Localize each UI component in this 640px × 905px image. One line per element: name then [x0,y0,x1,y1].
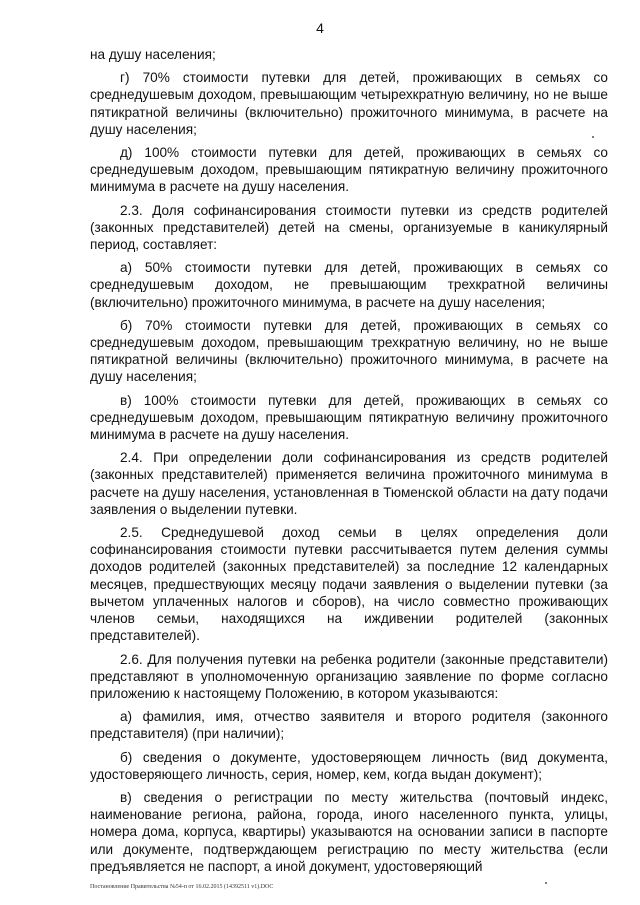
paragraph-2-3: 2.3. Доля софинансирования стоимости путевки из средств родителей (законных представителей) детей на смены, организуемые в каникулярный период, составляет: [90,202,608,253]
paragraph-item-a: а) 50% стоимости путевки для детей, проживающих в семьях со среднедушевым доходом, не превышающим трехкратной величины (включительно) прожиточного минимума, в расчете на душу населения; [90,260,608,310]
scan-speck [592,136,594,138]
paragraph-2-6-item-v: в) сведения о регистрации по месту жительства (почтовый индекс, наименование региона, района, города, иного населенного пункта, улицы, номера дома, корпуса, квартиры) указываются на основании записи в паспорте или документе, подтверждающем регистрацию по месту жительства (если предъявляется не паспорт, а иной документ, удостоверяющий [90,789,608,874]
paragraph-2-6-item-b: б) сведения о документе, удостоверяющем личность (вид документа, удостоверяющего личность, серия, номер, кем, когда выдан документ); [90,749,608,782]
paragraph-continuation: на душу населения; [90,47,216,62]
scan-speck [545,882,547,884]
paragraph-item-g: г) 70% стоимости путевки для детей, проживающих в семьях со среднедушевым доходом, превышающим четырехкратную величину, но не выше пятикратной величины (включительно) прожиточного минимума, в расчете на душу населения; [90,70,608,137]
paragraph-2-5: 2.5. Среднедушевой доход семьи в целях определения доли софинансирования стоимости путевки рассчитывается путем деления суммы доходов родителей (законных представителей) за последние 12 календарных месяцев, предшествующих месяцу подачи заявления о выделении путевки (за вычетом уплаченных налогов и сборов), на число совместно проживающих членов семьи, находящихся на иждивении родителей (законных представителей). [90,525,608,644]
paragraph-item-b: б) 70% стоимости путевки для детей, проживающих в семьях со среднедушевым доходом, превышающим трехкратную величину, но не выше пятикратной величины (включительно) прожиточного минимума, в расчете на душу населения; [90,317,608,385]
paragraph-2-4: 2.4. При определении доли софинансирования из средств родителей (законных представителей) применяется величина прожиточного минимума в расчете на душу населения, установленная в Тюменской области на дату подачи заявления о выделении путевки. [90,450,608,517]
paragraph-item-v: в) 100% стоимости путевки для детей, проживающих в семьях со среднедушевым доходом, превышающим пятикратную величину прожиточного минимума в расчете на душу населения. [90,392,608,443]
footer-file-reference: Постановление Правительства №54-п от 16.02.2015 (14392511 v1).DOC [90,884,274,890]
paragraph-item-d: д) 100% стоимости путевки для детей, проживающих в семьях со среднедушевым доходом, превышающим пятикратную величину прожиточного минимума в расчете на душу населения. [90,145,608,195]
paragraph-2-6-item-a: а) фамилия, имя, отчество заявителя и второго родителя (законного представителя) (при наличии); [90,709,608,742]
page-number: 4 [316,20,324,36]
document-body [90,46,608,881]
paragraph-2-6: 2.6. Для получения путевки на ребенка родители (законные представители) представляют в уполномоченную организацию заявление по форме согласно приложению к настоящему Положению, в котором указываются: [90,651,608,701]
